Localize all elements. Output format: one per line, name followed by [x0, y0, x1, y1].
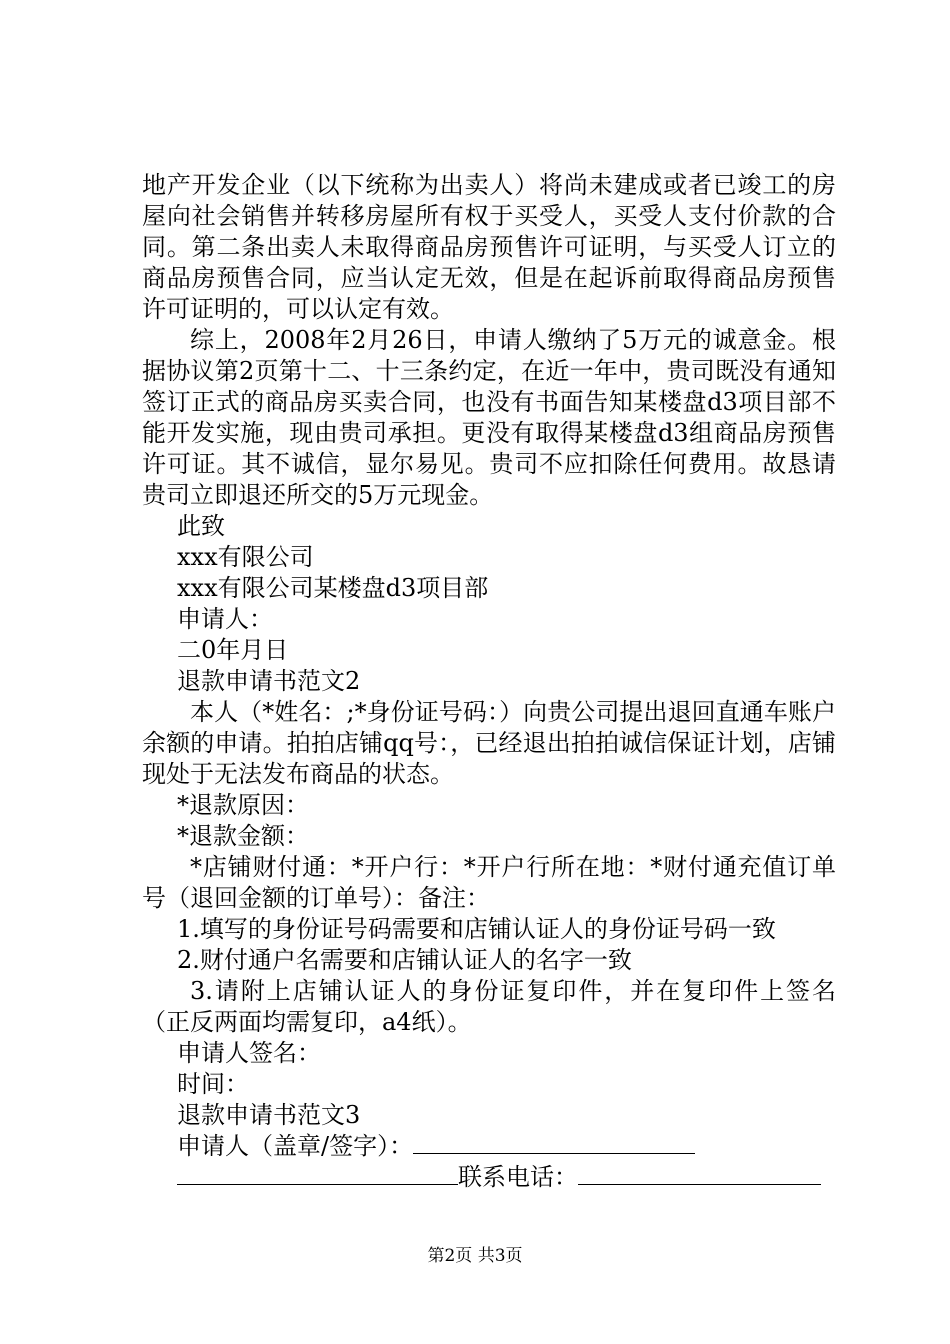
note-3: 3.请附上店铺认证人的身份证复印件，并在复印件上签名（正反两面均需复印，a4纸）。: [142, 977, 836, 1036]
date-line: 二0年月日: [177, 636, 289, 664]
name-blank: [177, 1162, 458, 1185]
document-body: [142, 170, 836, 1193]
tenpay-info: *店铺财付通：*开户行：*开户行所在地：*财付通充值订单号（退回金额的订单号）：备注：: [142, 853, 836, 912]
phone-line: [142, 1162, 836, 1193]
recipient-company: xxx有限公司: [177, 543, 314, 571]
section2-body: 本人（*姓名：;*身份证号码：）向贵公司提出退回直通车账户余额的申请。拍拍店铺qq号：，已经退出拍拍诚信保证计划，店铺现处于无法发布商品的状态。: [142, 698, 836, 788]
recipient-project: xxx有限公司某楼盘d3项目部: [177, 574, 489, 602]
refund-reason: *退款原因：: [177, 791, 309, 819]
paragraph-intro: 地产开发企业（以下统称为出卖人）将尚未建成或者已竣工的房屋向社会销售并转移房屋所有权于买受人，买受人支付价款的合同。第二条出卖人未取得商品房预售许可证明，与买受人订立的商品房预售合同，应当认定无效，但是在起诉前取得商品房预售许可证明的，可以认定有效。: [142, 171, 836, 323]
salutation: 此致: [177, 512, 225, 540]
signature-label: 申请人签名：: [177, 1039, 321, 1067]
applicant-label: 申请人：: [177, 605, 273, 633]
section3-title: 退款申请书范文3: [177, 1101, 361, 1129]
phone-blank: [578, 1162, 821, 1185]
page-footer: 第2页 共3页: [427, 1246, 523, 1266]
note-2: 2.财付通户名需要和店铺认证人的名字一致: [177, 946, 632, 974]
paragraph-summary: 综上，2008年2月26日，申请人缴纳了5万元的诚意金。根据协议第2页第十二、十三条约定，在近一年中，贵司既没有通知签订正式的商品房买卖合同，也没有书面告知某楼盘d3项目部不能开发实施，现由贵司承担。更没有取得某楼盘d3组商品房预售许可证。其不诚信，显尔易见。贵司不应扣除任何费用。故恳请贵司立即退还所交的5万元现金。: [142, 326, 836, 509]
applicant-stamp-label: 申请人（盖章/签字）：: [177, 1132, 414, 1160]
refund-amount: *退款金额：: [177, 822, 309, 850]
applicant-stamp-blank: [413, 1131, 695, 1154]
phone-label: 联系电话：: [458, 1163, 578, 1191]
section2-title: 退款申请书范文2: [177, 667, 361, 695]
applicant-stamp-line: [142, 1131, 836, 1162]
time-label: 时间：: [177, 1070, 249, 1098]
note-1: 1.填写的身份证号码需要和店铺认证人的身份证号码一致: [177, 915, 776, 943]
